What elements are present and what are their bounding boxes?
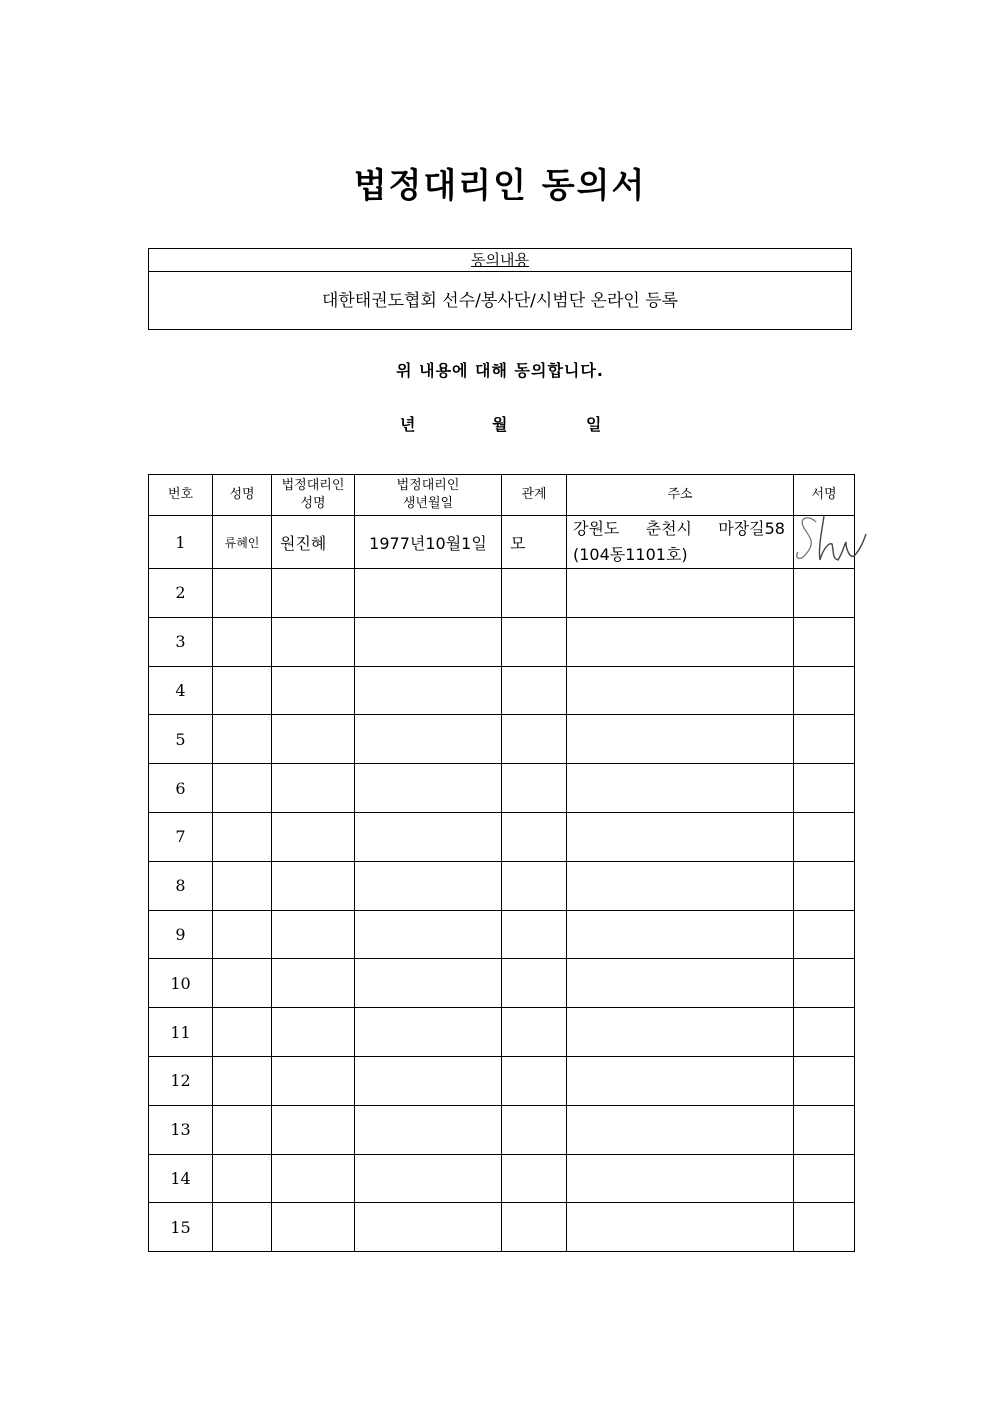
guardian-name (272, 1008, 355, 1057)
table-row (149, 1154, 855, 1203)
applicant-name (213, 666, 272, 715)
row-number: 10 (149, 959, 213, 1008)
table-row (149, 812, 855, 861)
guardian-name (272, 812, 355, 861)
header-signature: 서명 (794, 475, 855, 516)
document-title: 법정대리인 동의서 (353, 166, 647, 206)
header-guardian-name-line2: 성명 (300, 496, 326, 511)
guardian-birthdate (355, 1154, 502, 1203)
relation (502, 1008, 567, 1057)
guardian-name (272, 861, 355, 910)
row-number: 13 (149, 1105, 213, 1154)
guardian-birthdate (355, 910, 502, 959)
row-number: 3 (149, 617, 213, 666)
row-number: 1 (149, 516, 213, 569)
guardian-name: 원진혜 (272, 516, 355, 569)
consent-box (148, 248, 852, 330)
table-header-row (149, 475, 855, 516)
guardian-birthdate (355, 617, 502, 666)
row-number: 14 (149, 1154, 213, 1203)
table-row (149, 959, 855, 1008)
applicant-name (213, 910, 272, 959)
address (567, 764, 794, 813)
signature-cell (794, 1154, 855, 1203)
guardian-name (272, 666, 355, 715)
guardian-name (272, 715, 355, 764)
address (567, 666, 794, 715)
header-guardian-name (272, 475, 355, 516)
guardian-name (272, 1154, 355, 1203)
address (567, 1105, 794, 1154)
table-row (149, 910, 855, 959)
table-row (149, 569, 855, 618)
relation: 모 (502, 516, 567, 569)
address (567, 861, 794, 910)
guardian-birthdate (355, 715, 502, 764)
signature-cell (794, 617, 855, 666)
address (567, 1154, 794, 1203)
header-guardian-birth (355, 475, 502, 516)
table-row (149, 1105, 855, 1154)
guardian-birthdate (355, 1008, 502, 1057)
guardian-birthdate (355, 1056, 502, 1105)
relation (502, 1154, 567, 1203)
row-number: 7 (149, 812, 213, 861)
row-number: 2 (149, 569, 213, 618)
date-month-label: 월 (492, 415, 508, 434)
relation (502, 569, 567, 618)
relation (502, 1105, 567, 1154)
row-number: 8 (149, 861, 213, 910)
signature-cell (794, 1008, 855, 1057)
applicant-name (213, 861, 272, 910)
signature-cell (794, 569, 855, 618)
table-row (149, 617, 855, 666)
row-number: 11 (149, 1008, 213, 1057)
table-row (149, 666, 855, 715)
header-guardian-name-line1: 법정대리인 (281, 478, 345, 493)
table-row (149, 516, 855, 569)
table-row (149, 1008, 855, 1057)
guardian-name (272, 1056, 355, 1105)
date-year-label: 년 (400, 415, 416, 434)
address (567, 1056, 794, 1105)
consent-header-label: 동의내용 (471, 251, 529, 269)
applicant-name (213, 1154, 272, 1203)
address (567, 516, 794, 569)
applicant-name (213, 617, 272, 666)
row-number: 4 (149, 666, 213, 715)
applicant-name (213, 569, 272, 618)
applicant-name (213, 764, 272, 813)
header-relation: 관계 (502, 475, 567, 516)
signature-cell (794, 1203, 855, 1252)
relation (502, 715, 567, 764)
date-day-label: 일 (586, 415, 602, 434)
guardian-name (272, 910, 355, 959)
guardian-name (272, 1105, 355, 1154)
address-province: 강원도 (573, 519, 620, 538)
header-address: 주소 (567, 475, 794, 516)
signature-cell (794, 666, 855, 715)
guardian-birthdate (355, 812, 502, 861)
address-line2: (104동1101호) (573, 545, 688, 564)
header-guardian-birth-line2: 생년월일 (402, 496, 454, 511)
signature-cell (794, 1056, 855, 1105)
applicant-name (213, 1008, 272, 1057)
relation (502, 666, 567, 715)
relation (502, 910, 567, 959)
consent-header (149, 249, 851, 272)
applicant-name (213, 812, 272, 861)
guardian-birthdate: 1977년10월1일 (355, 516, 502, 569)
guardian-birthdate (355, 666, 502, 715)
agree-statement: 위 내용에 대해 동의합니다. (396, 361, 604, 380)
relation (502, 861, 567, 910)
address (567, 569, 794, 618)
header-guardian-birth-line1: 법정대리인 (396, 478, 460, 493)
relation (502, 959, 567, 1008)
row-number: 9 (149, 910, 213, 959)
row-number: 12 (149, 1056, 213, 1105)
relation (502, 1056, 567, 1105)
address (567, 1008, 794, 1057)
relation (502, 812, 567, 861)
address-street: 마장길58 (718, 519, 785, 538)
applicant-name (213, 1203, 272, 1252)
address (567, 617, 794, 666)
header-name: 성명 (213, 475, 272, 516)
guardian-name (272, 569, 355, 618)
address (567, 910, 794, 959)
table-row (149, 1203, 855, 1252)
applicant-name (213, 959, 272, 1008)
applicant-name (213, 715, 272, 764)
guardian-birthdate (355, 959, 502, 1008)
applicant-name: 류혜인 (213, 516, 272, 569)
applicant-name (213, 1105, 272, 1154)
guardian-birthdate (355, 1203, 502, 1252)
signature-cell (794, 959, 855, 1008)
guardian-birthdate (355, 569, 502, 618)
guardian-name (272, 617, 355, 666)
signature-cell (794, 1105, 855, 1154)
address-line1 (573, 516, 793, 542)
guardian-name (272, 959, 355, 1008)
address (567, 715, 794, 764)
table-row (149, 764, 855, 813)
address (567, 812, 794, 861)
consent-content: 대한태권도협회 선수/봉사단/시범단 온라인 등록 (321, 291, 679, 311)
guardian-birthdate (355, 764, 502, 813)
row-number: 5 (149, 715, 213, 764)
signature-cell (794, 861, 855, 910)
applicant-name (213, 1056, 272, 1105)
signature-cell (794, 764, 855, 813)
handwritten-signature (794, 508, 874, 570)
signature-cell (794, 516, 855, 569)
table-row (149, 1056, 855, 1105)
row-number: 15 (149, 1203, 213, 1252)
guardian-roster-table (148, 474, 855, 1252)
guardian-birthdate (355, 861, 502, 910)
guardian-name (272, 1203, 355, 1252)
relation (502, 617, 567, 666)
relation (502, 764, 567, 813)
table-row (149, 715, 855, 764)
relation (502, 1203, 567, 1252)
signature-cell (794, 910, 855, 959)
guardian-birthdate (355, 1105, 502, 1154)
address-city: 춘천시 (645, 519, 692, 538)
table-row (149, 861, 855, 910)
guardian-name (272, 764, 355, 813)
address (567, 1203, 794, 1252)
signature-cell (794, 715, 855, 764)
row-number: 6 (149, 764, 213, 813)
address (567, 959, 794, 1008)
header-no: 번호 (149, 475, 213, 516)
signature-cell (794, 812, 855, 861)
